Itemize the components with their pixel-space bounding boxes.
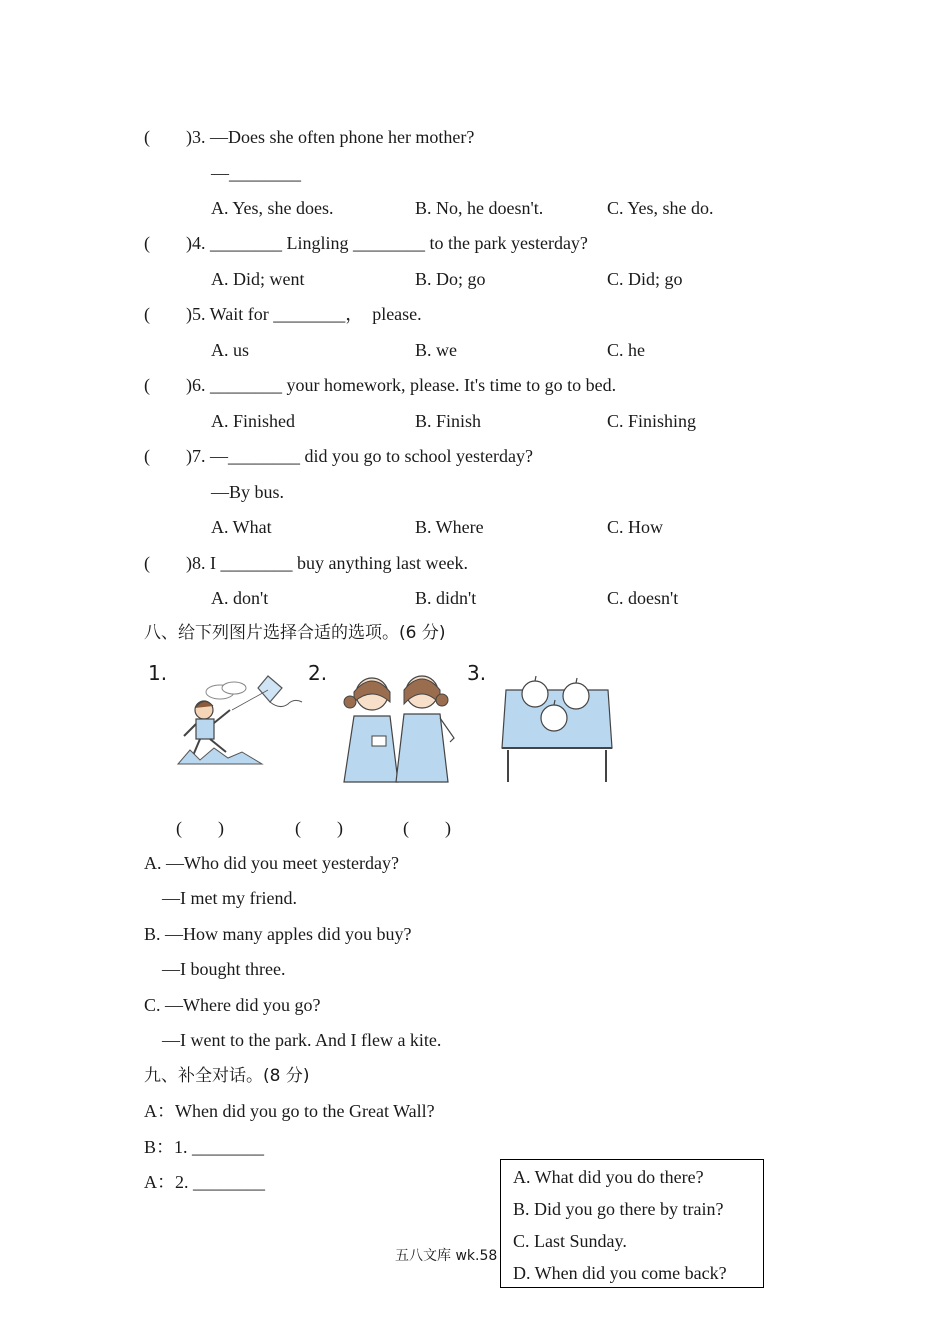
question-4-option-c: C. Did; go xyxy=(607,269,683,289)
question-3: ( )3. —Does she often phone her mother? xyxy=(144,127,475,147)
picture-2-label: 2. xyxy=(308,661,328,685)
question-6: ( )6. ________ your homework, please. It's time to go to bed. xyxy=(144,375,617,395)
question-3-answer-line: —________ xyxy=(211,163,301,183)
dialogue-line-1: A：When did you go to the Great Wall? xyxy=(144,1101,435,1121)
question-7-answer-line: —By bus. xyxy=(211,482,285,502)
section-8-option-b-question: B. —How many apples did you buy? xyxy=(144,924,412,944)
section-8-option-b-answer: —I bought three. xyxy=(144,959,286,979)
picture-1-answer-blank[interactable]: ( ) xyxy=(176,818,224,838)
question-3-option-b: B. No, he doesn't. xyxy=(415,198,544,218)
question-4-option-a: A. Did; went xyxy=(211,269,305,289)
question-4: ( )4. ________ Lingling ________ to the park yesterday? xyxy=(144,233,588,253)
dialogue-choices-box xyxy=(500,1159,764,1288)
section-9-title: 九、补全对话。(8 分) xyxy=(144,1066,310,1086)
dialogue-choice-b: B. Did you go there by train? xyxy=(513,1199,724,1219)
question-8-option-b: B. didn't xyxy=(415,588,477,608)
section-8-title: 八、给下列图片选择合适的选项。(6 分) xyxy=(144,623,446,643)
question-7-option-c: C. How xyxy=(607,517,664,537)
section-8-option-a-answer: —I met my friend. xyxy=(144,888,297,908)
question-8-option-a: A. don't xyxy=(211,588,269,608)
question-6-option-b: B. Finish xyxy=(415,411,482,431)
picture-3-answer-blank[interactable]: ( ) xyxy=(403,818,451,838)
question-7: ( )7. —________ did you go to school yesterday? xyxy=(144,446,533,466)
question-7-option-a: A. What xyxy=(211,517,272,537)
boy-flying-kite-illustration xyxy=(170,668,305,778)
section-8-option-a-question: A. —Who did you meet yesterday? xyxy=(144,853,399,873)
question-5-option-c: C. he xyxy=(607,340,645,360)
question-3-option-a: A. Yes, she does. xyxy=(211,198,334,218)
section-8-option-c-question: C. —Where did you go? xyxy=(144,995,321,1015)
footer-watermark: 五八文库 wk.58 xyxy=(395,1248,498,1264)
question-6-option-c: C. Finishing xyxy=(607,411,697,431)
question-5-option-b: B. we xyxy=(415,340,457,360)
dialogue-choice-d: D. When did you come back? xyxy=(513,1263,727,1283)
question-5: ( )5. Wait for ________， please. xyxy=(144,304,422,324)
picture-3-label: 3. xyxy=(467,661,487,685)
question-7-option-b: B. Where xyxy=(415,517,484,537)
dialogue-choice-c: C. Last Sunday. xyxy=(513,1231,627,1251)
question-8: ( )8. I ________ buy anything last week. xyxy=(144,553,468,573)
question-4-option-b: B. Do; go xyxy=(415,269,486,289)
apples-on-table-illustration xyxy=(500,672,615,784)
two-girls-illustration xyxy=(332,668,467,784)
question-6-option-a: A. Finished xyxy=(211,411,296,431)
dialogue-line-2: B：1. ________ xyxy=(144,1137,265,1157)
picture-1-label: 1. xyxy=(148,661,168,685)
question-5-option-a: A. us xyxy=(211,340,250,360)
picture-2-answer-blank[interactable]: ( ) xyxy=(295,818,343,838)
question-3-option-c: C. Yes, she do. xyxy=(607,198,714,218)
dialogue-line-3: A：2. ________ xyxy=(144,1172,265,1192)
section-8-option-c-answer: —I went to the park. And I flew a kite. xyxy=(144,1030,442,1050)
question-8-option-c: C. doesn't xyxy=(607,588,679,608)
dialogue-choice-a: A. What did you do there? xyxy=(513,1167,704,1187)
